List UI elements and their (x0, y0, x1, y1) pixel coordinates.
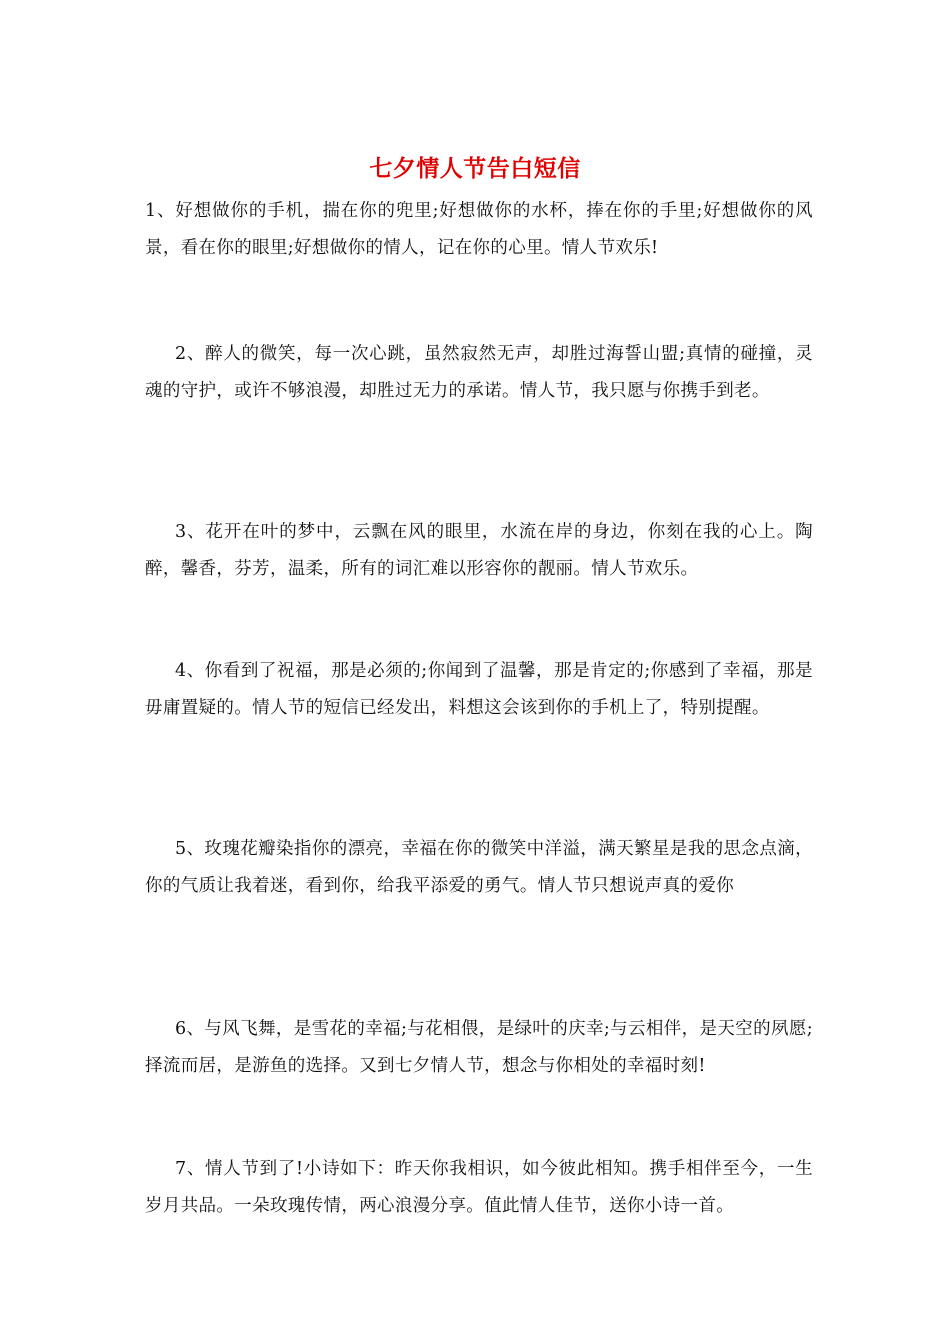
paragraph-5: 5、玫瑰花瓣染指你的漂亮，幸福在你的微笑中洋溢，满天繁星是我的思念点滴，你的气质让我着迷，看到你，给我平添爱的勇气。情人节只想说声真的爱你 (145, 839, 813, 896)
paragraph-7: 7、情人节到了!小诗如下：昨天你我相识，如今彼此相知。携手相伴至今，一生岁月共品。一朵玫瑰传情，两心浪漫分享。值此情人佳节，送你小诗一首。 (145, 1159, 813, 1216)
paragraph-6: 6、与风飞舞，是雪花的幸福;与花相偎，是绿叶的庆幸;与云相伴，是天空的夙愿;择流而居，是游鱼的选择。又到七夕情人节，想念与你相处的幸福时刻! (145, 1019, 813, 1076)
document-title: 七夕情人节告白短信 (369, 155, 581, 182)
paragraph-4: 4、你看到了祝福，那是必须的;你闻到了温馨，那是肯定的;你感到了幸福，那是毋庸置疑的。情人节的短信已经发出，料想这会该到你的手机上了，特别提醒。 (145, 661, 813, 718)
paragraph-2: 2、醉人的微笑，每一次心跳，虽然寂然无声，却胜过海誓山盟;真情的碰撞，灵魂的守护，或许不够浪漫，却胜过无力的承诺。情人节，我只愿与你携手到老。 (145, 344, 813, 401)
paragraph-1: 1、好想做你的手机，揣在你的兜里;好想做你的水杯，捧在你的手里;好想做你的风景，看在你的眼里;好想做你的情人，记在你的心里。情人节欢乐! (145, 201, 813, 258)
paragraph-3: 3、花开在叶的梦中，云飘在风的眼里，水流在岸的身边，你刻在我的心上。陶醉，馨香，芬芳，温柔，所有的词汇难以形容你的靓丽。情人节欢乐。 (145, 522, 813, 579)
